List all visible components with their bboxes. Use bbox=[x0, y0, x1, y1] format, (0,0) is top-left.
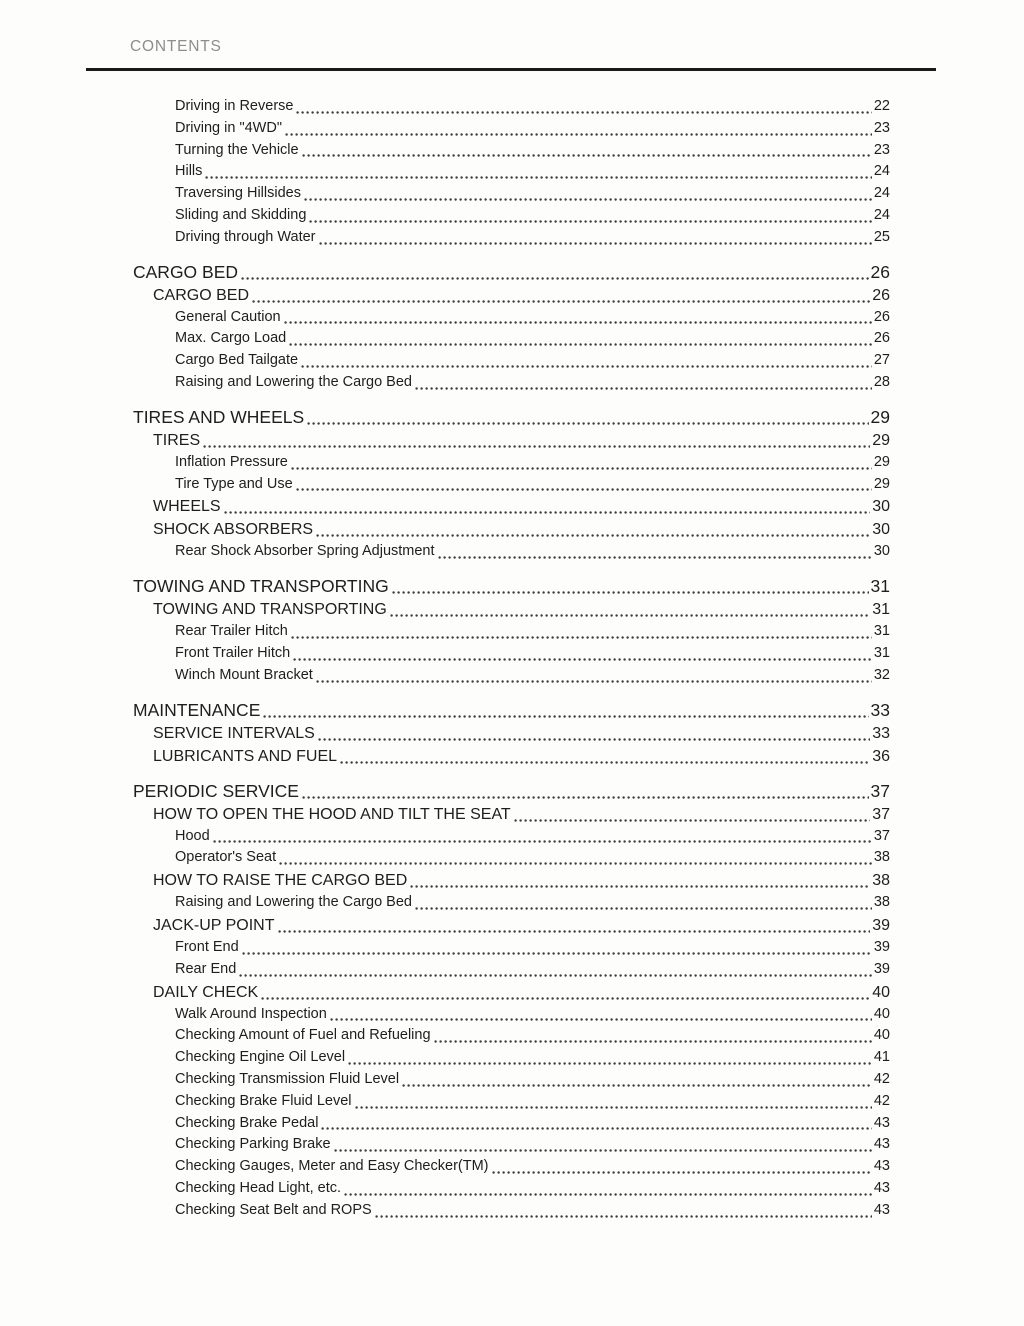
toc-row bbox=[133, 96, 890, 118]
toc-entry-label: HOW TO OPEN THE HOOD AND TILT THE SEAT bbox=[153, 805, 511, 823]
toc-entry-page-number: 22 bbox=[873, 98, 890, 114]
toc-entry-label: SHOCK ABSORBERS bbox=[153, 521, 314, 539]
toc-row bbox=[133, 140, 890, 162]
dot-leader bbox=[296, 488, 872, 491]
dot-leader bbox=[348, 1062, 872, 1065]
dot-leader bbox=[296, 111, 871, 114]
toc-entry-page-number: 39 bbox=[873, 960, 890, 977]
toc-entry-label: DAILY CHECK bbox=[153, 983, 259, 1001]
toc-entry-page-number: 31 bbox=[870, 576, 890, 597]
toc-entry-label: MAINTENANCE bbox=[133, 699, 261, 720]
dot-leader bbox=[514, 819, 871, 822]
dot-leader bbox=[321, 1127, 871, 1130]
toc-row bbox=[133, 518, 890, 541]
dot-leader bbox=[241, 277, 869, 280]
dot-leader bbox=[304, 198, 872, 201]
toc-entry-page-number: 29 bbox=[873, 475, 890, 492]
toc-entry-page-number: 24 bbox=[873, 185, 890, 202]
dot-leader bbox=[302, 796, 869, 799]
toc-entry-label: Inflation Pressure bbox=[175, 453, 288, 470]
dot-leader bbox=[291, 467, 872, 470]
toc-entry-page-number: 23 bbox=[873, 141, 890, 158]
toc-entry-page-number: 28 bbox=[873, 373, 890, 390]
toc-row bbox=[133, 1047, 890, 1069]
toc-entry-page-number: 31 bbox=[872, 601, 890, 619]
toc-entry-page-number: 29 bbox=[870, 406, 890, 427]
toc-entry-label: PERIODIC SERVICE bbox=[133, 780, 299, 801]
toc-row bbox=[133, 959, 890, 981]
toc-section bbox=[133, 96, 890, 249]
toc-row bbox=[133, 643, 890, 665]
toc-entry-label: Driving through Water bbox=[175, 228, 316, 245]
dot-leader bbox=[316, 534, 870, 537]
toc-row bbox=[133, 372, 890, 394]
dot-leader bbox=[318, 738, 870, 741]
toc-section bbox=[133, 405, 890, 563]
toc-entry-page-number: 32 bbox=[873, 666, 890, 683]
toc-entry-label: Rear Shock Absorber Spring Adjustment bbox=[175, 543, 435, 560]
toc-entry-page-number: 38 bbox=[873, 849, 890, 866]
toc-row bbox=[133, 847, 890, 869]
table-of-contents bbox=[133, 96, 890, 1222]
toc-entry-page-number: 42 bbox=[873, 1070, 890, 1087]
toc-entry-page-number: 31 bbox=[873, 644, 890, 661]
toc-entry-page-number: 30 bbox=[872, 498, 890, 516]
toc-row bbox=[133, 698, 890, 722]
dot-leader bbox=[285, 133, 872, 136]
toc-section bbox=[133, 574, 890, 686]
toc-section bbox=[133, 260, 890, 394]
toc-row bbox=[133, 161, 890, 183]
toc-row bbox=[133, 183, 890, 205]
toc-row bbox=[133, 598, 890, 621]
toc-entry-label: Raising and Lowering the Cargo Bed bbox=[175, 894, 412, 911]
toc-entry-label: Checking Transmission Fluid Level bbox=[175, 1070, 400, 1087]
toc-entry-page-number: 40 bbox=[873, 1005, 890, 1022]
toc-row bbox=[133, 541, 890, 563]
dot-leader bbox=[355, 1106, 872, 1109]
toc-row bbox=[133, 260, 890, 284]
toc-entry-page-number: 39 bbox=[873, 938, 890, 955]
toc-entry-label: Rear Trailer Hitch bbox=[175, 623, 288, 640]
dot-leader bbox=[492, 1171, 872, 1174]
dot-leader bbox=[438, 556, 872, 559]
toc-entry-label: Driving in Reverse bbox=[175, 98, 294, 114]
dot-leader bbox=[415, 387, 872, 390]
toc-section bbox=[133, 698, 890, 768]
toc-entry-page-number: 29 bbox=[873, 453, 890, 470]
toc-entry-label: HOW TO RAISE THE CARGO BED bbox=[153, 872, 408, 890]
toc-entry-label: TIRES AND WHEELS bbox=[133, 406, 305, 427]
toc-entry-page-number: 43 bbox=[873, 1179, 890, 1196]
toc-row bbox=[133, 745, 890, 768]
toc-row bbox=[133, 621, 890, 643]
toc-row bbox=[133, 328, 890, 350]
dot-leader bbox=[203, 445, 870, 448]
dot-leader bbox=[205, 176, 871, 179]
toc-row bbox=[133, 914, 890, 937]
dot-leader bbox=[263, 715, 868, 718]
toc-entry-page-number: 25 bbox=[873, 228, 890, 245]
dot-leader bbox=[415, 907, 872, 910]
toc-entry-label: TOWING AND TRANSPORTING bbox=[153, 601, 387, 619]
dot-leader bbox=[319, 242, 872, 245]
toc-entry-page-number: 33 bbox=[872, 724, 890, 742]
toc-entry-label: Cargo Bed Tailgate bbox=[175, 352, 299, 369]
toc-entry-page-number: 33 bbox=[870, 699, 890, 720]
toc-row bbox=[133, 779, 890, 803]
toc-row bbox=[133, 495, 890, 518]
dot-leader bbox=[279, 862, 872, 865]
toc-entry-label: Winch Mount Bracket bbox=[175, 666, 313, 683]
dot-leader bbox=[375, 1215, 872, 1218]
dot-leader bbox=[307, 422, 868, 425]
toc-row bbox=[133, 665, 890, 687]
toc-entry-label: Checking Brake Fluid Level bbox=[175, 1092, 352, 1109]
toc-row bbox=[133, 1113, 890, 1135]
toc-entry-label: CARGO BED bbox=[133, 261, 239, 282]
dot-leader bbox=[402, 1084, 872, 1087]
toc-row bbox=[133, 1025, 890, 1047]
toc-entry-page-number: 31 bbox=[873, 623, 890, 640]
toc-entry-page-number: 30 bbox=[872, 521, 890, 539]
toc-entry-page-number: 24 bbox=[873, 163, 890, 180]
dot-leader bbox=[261, 997, 870, 1000]
toc-entry-page-number: 23 bbox=[873, 119, 890, 136]
toc-entry-page-number: 27 bbox=[873, 352, 890, 369]
toc-entry-label: Tire Type and Use bbox=[175, 475, 293, 492]
toc-row bbox=[133, 118, 890, 140]
toc-entry-page-number: 26 bbox=[870, 261, 890, 282]
dot-leader bbox=[291, 636, 872, 639]
toc-row bbox=[133, 307, 890, 329]
toc-row bbox=[133, 1156, 890, 1178]
toc-row bbox=[133, 227, 890, 249]
dot-leader bbox=[344, 1193, 872, 1196]
dot-leader bbox=[340, 761, 870, 764]
toc-entry-label: Checking Amount of Fuel and Refueling bbox=[175, 1027, 431, 1044]
dot-leader bbox=[316, 680, 872, 683]
toc-row bbox=[133, 1069, 890, 1091]
toc-entry-label: TIRES bbox=[153, 431, 201, 449]
toc-row bbox=[133, 869, 890, 892]
toc-entry-page-number: 29 bbox=[872, 431, 890, 449]
toc-row bbox=[133, 452, 890, 474]
toc-row bbox=[133, 1178, 890, 1200]
toc-entry-page-number: 37 bbox=[873, 827, 890, 844]
toc-entry-label: LUBRICANTS AND FUEL bbox=[153, 747, 338, 765]
toc-entry-label: Max. Cargo Load bbox=[175, 330, 287, 347]
toc-row bbox=[133, 574, 890, 598]
toc-entry-label: Checking Gauges, Meter and Easy Checker(TM) bbox=[175, 1158, 489, 1175]
dot-leader bbox=[252, 300, 870, 303]
toc-entry-label: Hood bbox=[175, 827, 210, 844]
toc-entry-label: Checking Head Light, etc. bbox=[175, 1179, 342, 1196]
dot-leader bbox=[278, 930, 871, 933]
dot-leader bbox=[224, 511, 871, 514]
dot-leader bbox=[390, 614, 870, 617]
toc-entry-label: Turning the Vehicle bbox=[175, 141, 299, 158]
toc-entry-page-number: 37 bbox=[872, 805, 890, 823]
dot-leader bbox=[434, 1040, 872, 1043]
toc-entry-label: Checking Engine Oil Level bbox=[175, 1049, 346, 1066]
toc-entry-page-number: 26 bbox=[873, 308, 890, 325]
dot-leader bbox=[242, 952, 872, 955]
toc-entry-page-number: 42 bbox=[873, 1092, 890, 1109]
toc-entry-page-number: 36 bbox=[872, 747, 890, 765]
header-rule bbox=[86, 68, 936, 71]
page-header-title: CONTENTS bbox=[130, 38, 222, 55]
toc-entry-label: Traversing Hillsides bbox=[175, 185, 301, 202]
toc-row bbox=[133, 1004, 890, 1026]
toc-row bbox=[133, 474, 890, 496]
toc-row bbox=[133, 350, 890, 372]
toc-entry-page-number: 30 bbox=[873, 543, 890, 560]
toc-row bbox=[133, 722, 890, 745]
toc-entry-label: Front End bbox=[175, 938, 239, 955]
toc-row bbox=[133, 1134, 890, 1156]
toc-entry-label: Checking Parking Brake bbox=[175, 1136, 331, 1153]
toc-entry-label: Front Trailer Hitch bbox=[175, 644, 291, 661]
toc-row bbox=[133, 981, 890, 1004]
toc-row bbox=[133, 803, 890, 826]
toc-entry-label: Hills bbox=[175, 163, 203, 180]
toc-entry-page-number: 40 bbox=[873, 1027, 890, 1044]
toc-row bbox=[133, 826, 890, 848]
toc-section bbox=[133, 779, 890, 1222]
toc-entry-label: Checking Seat Belt and ROPS bbox=[175, 1201, 372, 1218]
toc-entry-label: SERVICE INTERVALS bbox=[153, 724, 315, 742]
toc-entry-label: Raising and Lowering the Cargo Bed bbox=[175, 373, 412, 390]
dot-leader bbox=[213, 840, 872, 843]
toc-entry-label: Walk Around Inspection bbox=[175, 1005, 327, 1022]
dot-leader bbox=[330, 1018, 872, 1021]
toc-row bbox=[133, 937, 890, 959]
toc-entry-page-number: 26 bbox=[873, 330, 890, 347]
dot-leader bbox=[410, 885, 870, 888]
dot-leader bbox=[302, 154, 872, 157]
dot-leader bbox=[293, 658, 872, 661]
toc-entry-label: General Caution bbox=[175, 308, 281, 325]
dot-leader bbox=[392, 591, 869, 594]
toc-row bbox=[133, 892, 890, 914]
toc-entry-page-number: 38 bbox=[872, 872, 890, 890]
toc-entry-label: Rear End bbox=[175, 960, 237, 977]
dot-leader bbox=[309, 220, 871, 223]
toc-entry-page-number: 43 bbox=[873, 1158, 890, 1175]
toc-entry-page-number: 40 bbox=[872, 983, 890, 1001]
toc-entry-label: CARGO BED bbox=[153, 286, 250, 304]
toc-entry-page-number: 43 bbox=[873, 1201, 890, 1218]
toc-entry-page-number: 38 bbox=[873, 894, 890, 911]
toc-entry-page-number: 43 bbox=[873, 1114, 890, 1131]
toc-entry-page-number: 24 bbox=[873, 206, 890, 223]
toc-row bbox=[133, 1200, 890, 1222]
toc-entry-page-number: 39 bbox=[872, 916, 890, 934]
dot-leader bbox=[334, 1149, 872, 1152]
toc-row bbox=[133, 205, 890, 227]
toc-entry-label: Driving in "4WD" bbox=[175, 119, 282, 136]
toc-entry-page-number: 37 bbox=[870, 780, 890, 801]
toc-entry-label: Checking Brake Pedal bbox=[175, 1114, 319, 1131]
toc-row bbox=[133, 405, 890, 429]
toc-entry-label: Operator's Seat bbox=[175, 849, 277, 866]
toc-entry-page-number: 26 bbox=[872, 286, 890, 304]
toc-entry-label: TOWING AND TRANSPORTING bbox=[133, 576, 389, 597]
toc-entry-label: Sliding and Skidding bbox=[175, 206, 307, 223]
dot-leader bbox=[239, 974, 872, 977]
toc-row bbox=[133, 429, 890, 452]
dot-leader bbox=[284, 321, 872, 324]
toc-entry-label: WHEELS bbox=[153, 498, 221, 516]
toc-row bbox=[133, 284, 890, 307]
dot-leader bbox=[289, 343, 872, 346]
toc-entry-page-number: 43 bbox=[873, 1136, 890, 1153]
toc-entry-label: JACK-UP POINT bbox=[153, 916, 275, 934]
toc-row bbox=[133, 1091, 890, 1113]
dot-leader bbox=[301, 365, 872, 368]
toc-entry-page-number: 41 bbox=[873, 1049, 890, 1066]
